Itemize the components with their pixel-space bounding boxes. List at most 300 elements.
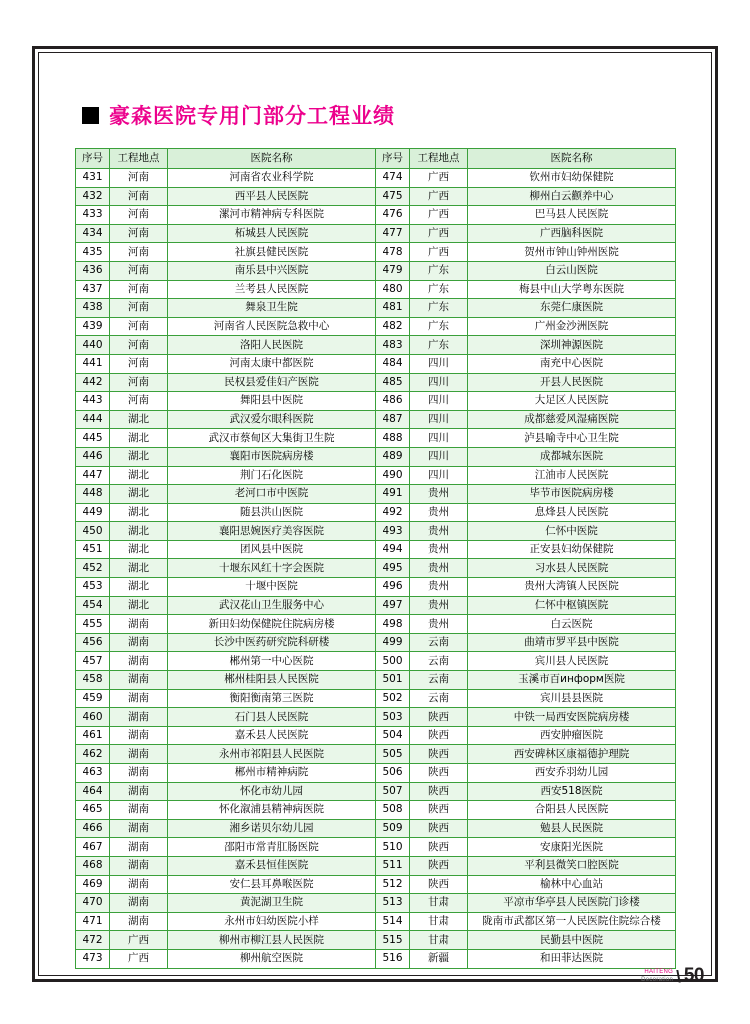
cell-location-left: 湖南 bbox=[110, 894, 168, 913]
cell-index-right: 499 bbox=[376, 633, 410, 652]
cell-location-left: 河南 bbox=[110, 261, 168, 280]
cell-location-left: 河南 bbox=[110, 373, 168, 392]
cell-hospital-right: 西安肿瘤医院 bbox=[468, 726, 676, 745]
cell-index-right: 483 bbox=[376, 336, 410, 355]
cell-location-right: 贵州 bbox=[410, 540, 468, 559]
cell-location-left: 湖北 bbox=[110, 466, 168, 485]
table-row bbox=[76, 354, 676, 373]
cell-hospital-left: 舞阳县中医院 bbox=[168, 392, 376, 411]
cell-hospital-right: 榆林中心血站 bbox=[468, 875, 676, 894]
cell-hospital-left: 河南省人民医院急救中心 bbox=[168, 317, 376, 336]
cell-hospital-right: 白云医院 bbox=[468, 615, 676, 634]
cell-index-left: 444 bbox=[76, 410, 110, 429]
cell-index-left: 436 bbox=[76, 261, 110, 280]
cell-hospital-right: 宾川县人民医院 bbox=[468, 652, 676, 671]
cell-index-right: 492 bbox=[376, 503, 410, 522]
cell-hospital-left: 郴州第一中心医院 bbox=[168, 652, 376, 671]
cell-location-left: 湖南 bbox=[110, 615, 168, 634]
cell-hospital-left: 嘉禾县恒佳医院 bbox=[168, 856, 376, 875]
cell-location-right: 贵州 bbox=[410, 596, 468, 615]
cell-index-left: 442 bbox=[76, 373, 110, 392]
cell-location-right: 陕西 bbox=[410, 726, 468, 745]
col-header-location-left: 工程地点 bbox=[110, 149, 168, 169]
cell-index-right: 513 bbox=[376, 894, 410, 913]
cell-index-left: 448 bbox=[76, 485, 110, 504]
table-row bbox=[76, 671, 676, 690]
cell-hospital-right: 习水县人民医院 bbox=[468, 559, 676, 578]
col-header-index-right: 序号 bbox=[376, 149, 410, 169]
table-row bbox=[76, 317, 676, 336]
cell-index-left: 443 bbox=[76, 392, 110, 411]
cell-hospital-left: 石门县人民医院 bbox=[168, 708, 376, 727]
table-row bbox=[76, 801, 676, 820]
col-header-index-left: 序号 bbox=[76, 149, 110, 169]
cell-location-left: 湖南 bbox=[110, 708, 168, 727]
table-row bbox=[76, 447, 676, 466]
cell-location-left: 河南 bbox=[110, 336, 168, 355]
cell-hospital-left: 社旗县健民医院 bbox=[168, 243, 376, 262]
cell-index-right: 509 bbox=[376, 819, 410, 838]
cell-hospital-right: 梅县中山大学粤东医院 bbox=[468, 280, 676, 299]
cell-location-right: 陕西 bbox=[410, 856, 468, 875]
cell-hospital-left: 襄阳思婉医疗美容医院 bbox=[168, 522, 376, 541]
cell-location-right: 广西 bbox=[410, 169, 468, 188]
cell-location-left: 湖北 bbox=[110, 559, 168, 578]
cell-index-right: 498 bbox=[376, 615, 410, 634]
cell-index-left: 458 bbox=[76, 671, 110, 690]
cell-location-left: 湖南 bbox=[110, 689, 168, 708]
cell-location-left: 河南 bbox=[110, 169, 168, 188]
table-row bbox=[76, 187, 676, 206]
cell-location-left: 湖北 bbox=[110, 410, 168, 429]
cell-index-right: 488 bbox=[376, 429, 410, 448]
cell-hospital-right: 宾川县县医院 bbox=[468, 689, 676, 708]
cell-location-left: 湖南 bbox=[110, 745, 168, 764]
table-row bbox=[76, 224, 676, 243]
cell-index-left: 461 bbox=[76, 726, 110, 745]
cell-hospital-right: 玉溪市百информ医院 bbox=[468, 671, 676, 690]
cell-hospital-right: 泸县喻寺中心卫生院 bbox=[468, 429, 676, 448]
page-footer bbox=[641, 965, 704, 986]
cell-index-left: 446 bbox=[76, 447, 110, 466]
footer-brand-line2: Decoration bbox=[641, 976, 674, 983]
cell-hospital-left: 黄泥湖卫生院 bbox=[168, 894, 376, 913]
cell-location-right: 四川 bbox=[410, 373, 468, 392]
table-row bbox=[76, 261, 676, 280]
cell-index-left: 456 bbox=[76, 633, 110, 652]
cell-hospital-left: 随县洪山医院 bbox=[168, 503, 376, 522]
cell-index-left: 437 bbox=[76, 280, 110, 299]
cell-index-right: 476 bbox=[376, 206, 410, 225]
table-header-row bbox=[76, 149, 676, 169]
cell-location-right: 四川 bbox=[410, 392, 468, 411]
table-row bbox=[76, 726, 676, 745]
cell-hospital-left: 邵阳市常青肛肠医院 bbox=[168, 838, 376, 857]
table-row bbox=[76, 206, 676, 225]
page-title: 豪森医院专用门部分工程业绩 bbox=[109, 104, 395, 128]
cell-location-left: 湖南 bbox=[110, 633, 168, 652]
table-row bbox=[76, 299, 676, 318]
cell-hospital-left: 兰考县人民医院 bbox=[168, 280, 376, 299]
cell-hospital-right: 息烽县人民医院 bbox=[468, 503, 676, 522]
cell-index-right: 511 bbox=[376, 856, 410, 875]
cell-hospital-left: 柘城县人民医院 bbox=[168, 224, 376, 243]
col-header-hospital-right: 医院名称 bbox=[468, 149, 676, 169]
cell-index-left: 431 bbox=[76, 169, 110, 188]
cell-hospital-left: 武汉市蔡甸区大集街卫生院 bbox=[168, 429, 376, 448]
cell-location-right: 贵州 bbox=[410, 503, 468, 522]
cell-hospital-left: 永州市祁阳县人民医院 bbox=[168, 745, 376, 764]
table-body bbox=[76, 169, 676, 969]
cell-index-left: 433 bbox=[76, 206, 110, 225]
cell-hospital-left: 嘉禾县人民医院 bbox=[168, 726, 376, 745]
cell-hospital-left: 武汉花山卫生服务中心 bbox=[168, 596, 376, 615]
performance-table-wrap bbox=[75, 148, 675, 969]
cell-index-right: 484 bbox=[376, 354, 410, 373]
cell-location-left: 河南 bbox=[110, 280, 168, 299]
cell-hospital-right: 南充中心医院 bbox=[468, 354, 676, 373]
cell-index-right: 491 bbox=[376, 485, 410, 504]
cell-location-left: 湖南 bbox=[110, 801, 168, 820]
cell-hospital-right: 巴马县人民医院 bbox=[468, 206, 676, 225]
table-row bbox=[76, 838, 676, 857]
table-row bbox=[76, 856, 676, 875]
cell-hospital-right: 平凉市华亭县人民医院门诊楼 bbox=[468, 894, 676, 913]
cell-location-left: 河南 bbox=[110, 206, 168, 225]
cell-location-right: 四川 bbox=[410, 466, 468, 485]
cell-location-right: 贵州 bbox=[410, 578, 468, 597]
cell-location-left: 湖南 bbox=[110, 856, 168, 875]
cell-location-right: 四川 bbox=[410, 429, 468, 448]
cell-hospital-left: 西平县人民医院 bbox=[168, 187, 376, 206]
cell-index-right: 490 bbox=[376, 466, 410, 485]
cell-index-left: 440 bbox=[76, 336, 110, 355]
cell-hospital-left: 永州市妇幼医院小样 bbox=[168, 912, 376, 931]
cell-location-right: 四川 bbox=[410, 410, 468, 429]
cell-location-right: 四川 bbox=[410, 354, 468, 373]
cell-index-left: 468 bbox=[76, 856, 110, 875]
cell-hospital-right: 仁怀中枢镇医院 bbox=[468, 596, 676, 615]
table-row bbox=[76, 633, 676, 652]
cell-location-right: 贵州 bbox=[410, 485, 468, 504]
table-row bbox=[76, 875, 676, 894]
cell-location-right: 云南 bbox=[410, 652, 468, 671]
cell-location-right: 四川 bbox=[410, 447, 468, 466]
cell-hospital-right: 西安518医院 bbox=[468, 782, 676, 801]
col-header-location-right: 工程地点 bbox=[410, 149, 468, 169]
cell-index-right: 497 bbox=[376, 596, 410, 615]
cell-hospital-right: 开县人民医院 bbox=[468, 373, 676, 392]
cell-location-left: 河南 bbox=[110, 317, 168, 336]
cell-location-right: 陕西 bbox=[410, 764, 468, 783]
table-row bbox=[76, 912, 676, 931]
cell-location-left: 湖南 bbox=[110, 764, 168, 783]
page-number: 50 bbox=[683, 965, 704, 986]
cell-index-left: 471 bbox=[76, 912, 110, 931]
table-row bbox=[76, 578, 676, 597]
title-bullet-icon bbox=[82, 107, 99, 124]
cell-location-left: 湖南 bbox=[110, 782, 168, 801]
table-row bbox=[76, 596, 676, 615]
cell-hospital-right: 广西脑科医院 bbox=[468, 224, 676, 243]
cell-hospital-left: 柳州市柳江县人民医院 bbox=[168, 931, 376, 950]
cell-index-left: 445 bbox=[76, 429, 110, 448]
table-header bbox=[76, 149, 676, 169]
cell-hospital-right: 贺州市钟山钟州医院 bbox=[468, 243, 676, 262]
cell-index-left: 455 bbox=[76, 615, 110, 634]
cell-hospital-left: 河南省农业科学院 bbox=[168, 169, 376, 188]
table-row bbox=[76, 169, 676, 188]
cell-index-right: 480 bbox=[376, 280, 410, 299]
cell-location-right: 广东 bbox=[410, 280, 468, 299]
cell-index-right: 500 bbox=[376, 652, 410, 671]
cell-index-right: 474 bbox=[376, 169, 410, 188]
cell-index-left: 451 bbox=[76, 540, 110, 559]
cell-location-right: 广东 bbox=[410, 317, 468, 336]
table-row bbox=[76, 745, 676, 764]
cell-location-right: 广东 bbox=[410, 299, 468, 318]
cell-index-right: 503 bbox=[376, 708, 410, 727]
cell-index-right: 506 bbox=[376, 764, 410, 783]
table-row bbox=[76, 689, 676, 708]
cell-index-right: 510 bbox=[376, 838, 410, 857]
cell-hospital-right: 江油市人民医院 bbox=[468, 466, 676, 485]
table-row bbox=[76, 615, 676, 634]
cell-index-right: 515 bbox=[376, 931, 410, 950]
cell-hospital-left: 郴州桂阳县人民医院 bbox=[168, 671, 376, 690]
cell-hospital-right: 钦州市妇幼保健院 bbox=[468, 169, 676, 188]
cell-hospital-right: 成都慈爱风湿痛医院 bbox=[468, 410, 676, 429]
cell-location-right: 广西 bbox=[410, 243, 468, 262]
cell-location-right: 云南 bbox=[410, 689, 468, 708]
cell-index-left: 462 bbox=[76, 745, 110, 764]
cell-location-right: 甘肃 bbox=[410, 894, 468, 913]
cell-index-right: 477 bbox=[376, 224, 410, 243]
cell-location-left: 河南 bbox=[110, 224, 168, 243]
cell-hospital-right: 柳州白云颧养中心 bbox=[468, 187, 676, 206]
cell-location-right: 陕西 bbox=[410, 875, 468, 894]
cell-index-left: 472 bbox=[76, 931, 110, 950]
cell-index-right: 496 bbox=[376, 578, 410, 597]
cell-location-left: 湖北 bbox=[110, 522, 168, 541]
cell-location-left: 湖南 bbox=[110, 652, 168, 671]
cell-hospital-right: 正安县妇幼保健院 bbox=[468, 540, 676, 559]
cell-location-right: 陕西 bbox=[410, 838, 468, 857]
cell-index-left: 450 bbox=[76, 522, 110, 541]
cell-location-left: 湖南 bbox=[110, 726, 168, 745]
cell-index-right: 494 bbox=[376, 540, 410, 559]
cell-hospital-right: 勉县人民医院 bbox=[468, 819, 676, 838]
cell-location-left: 湖北 bbox=[110, 429, 168, 448]
table-row bbox=[76, 540, 676, 559]
cell-hospital-right: 深圳神源医院 bbox=[468, 336, 676, 355]
cell-hospital-left: 河南太康中都医院 bbox=[168, 354, 376, 373]
table-row bbox=[76, 782, 676, 801]
table-row bbox=[76, 485, 676, 504]
cell-hospital-left: 衡阳衡南第三医院 bbox=[168, 689, 376, 708]
table-row bbox=[76, 466, 676, 485]
cell-index-left: 439 bbox=[76, 317, 110, 336]
cell-location-left: 湖北 bbox=[110, 447, 168, 466]
cell-location-left: 湖北 bbox=[110, 503, 168, 522]
cell-hospital-right: 成都城东医院 bbox=[468, 447, 676, 466]
cell-hospital-left: 怀化溆浦县精神病医院 bbox=[168, 801, 376, 820]
cell-location-left: 广西 bbox=[110, 949, 168, 968]
cell-index-left: 449 bbox=[76, 503, 110, 522]
cell-index-right: 505 bbox=[376, 745, 410, 764]
cell-hospital-right: 大足区人民医院 bbox=[468, 392, 676, 411]
cell-index-left: 447 bbox=[76, 466, 110, 485]
table-row bbox=[76, 373, 676, 392]
cell-index-right: 489 bbox=[376, 447, 410, 466]
cell-location-right: 广西 bbox=[410, 224, 468, 243]
cell-hospital-right: 平利县微笑口腔医院 bbox=[468, 856, 676, 875]
cell-location-left: 河南 bbox=[110, 392, 168, 411]
cell-index-right: 508 bbox=[376, 801, 410, 820]
cell-hospital-left: 湘乡诺贝尔幼儿园 bbox=[168, 819, 376, 838]
cell-hospital-left: 南乐县中兴医院 bbox=[168, 261, 376, 280]
cell-index-left: 466 bbox=[76, 819, 110, 838]
footer-brand-line1: HAITENG bbox=[644, 969, 674, 975]
cell-location-right: 陕西 bbox=[410, 782, 468, 801]
col-header-hospital-left: 医院名称 bbox=[168, 149, 376, 169]
table-row bbox=[76, 392, 676, 411]
cell-index-left: 438 bbox=[76, 299, 110, 318]
cell-index-right: 475 bbox=[376, 187, 410, 206]
table-row bbox=[76, 280, 676, 299]
cell-hospital-right: 广州金沙洲医院 bbox=[468, 317, 676, 336]
cell-index-right: 479 bbox=[376, 261, 410, 280]
cell-hospital-right: 民勤县中医院 bbox=[468, 931, 676, 950]
cell-location-left: 河南 bbox=[110, 187, 168, 206]
cell-index-right: 481 bbox=[376, 299, 410, 318]
cell-location-left: 湖北 bbox=[110, 540, 168, 559]
table-row bbox=[76, 336, 676, 355]
cell-index-right: 514 bbox=[376, 912, 410, 931]
cell-location-left: 河南 bbox=[110, 354, 168, 373]
table-row bbox=[76, 708, 676, 727]
cell-hospital-left: 新田妇幼保健院住院病房楼 bbox=[168, 615, 376, 634]
cell-location-right: 云南 bbox=[410, 633, 468, 652]
cell-location-left: 湖南 bbox=[110, 838, 168, 857]
cell-hospital-left: 安仁县耳鼻喉医院 bbox=[168, 875, 376, 894]
cell-location-left: 湖南 bbox=[110, 875, 168, 894]
footer-slash: \ bbox=[676, 967, 681, 986]
cell-index-left: 453 bbox=[76, 578, 110, 597]
cell-hospital-left: 洛阳人民医院 bbox=[168, 336, 376, 355]
cell-index-left: 470 bbox=[76, 894, 110, 913]
cell-location-right: 广东 bbox=[410, 336, 468, 355]
cell-location-right: 广东 bbox=[410, 261, 468, 280]
cell-index-right: 478 bbox=[376, 243, 410, 262]
table-row bbox=[76, 819, 676, 838]
cell-location-left: 河南 bbox=[110, 299, 168, 318]
cell-index-left: 459 bbox=[76, 689, 110, 708]
cell-index-left: 469 bbox=[76, 875, 110, 894]
cell-location-left: 湖南 bbox=[110, 912, 168, 931]
cell-hospital-left: 民权县爱佳妇产医院 bbox=[168, 373, 376, 392]
cell-location-right: 新疆 bbox=[410, 949, 468, 968]
cell-location-left: 湖北 bbox=[110, 578, 168, 597]
cell-index-left: 460 bbox=[76, 708, 110, 727]
cell-hospital-right: 陇南市武都区第一人民医院住院综合楼 bbox=[468, 912, 676, 931]
cell-index-right: 516 bbox=[376, 949, 410, 968]
cell-index-left: 441 bbox=[76, 354, 110, 373]
cell-hospital-left: 襄阳市医院病房楼 bbox=[168, 447, 376, 466]
cell-location-left: 河南 bbox=[110, 243, 168, 262]
cell-location-right: 贵州 bbox=[410, 615, 468, 634]
cell-index-right: 482 bbox=[376, 317, 410, 336]
cell-index-right: 504 bbox=[376, 726, 410, 745]
cell-index-right: 487 bbox=[376, 410, 410, 429]
table-row bbox=[76, 429, 676, 448]
cell-hospital-left: 漯河市精神病专科医院 bbox=[168, 206, 376, 225]
cell-hospital-left: 长沙中医药研究院科研楼 bbox=[168, 633, 376, 652]
cell-hospital-left: 柳州航空医院 bbox=[168, 949, 376, 968]
cell-hospital-left: 十堰东风红十字会医院 bbox=[168, 559, 376, 578]
cell-hospital-right: 安康阳光医院 bbox=[468, 838, 676, 857]
cell-hospital-left: 怀化市幼儿园 bbox=[168, 782, 376, 801]
cell-index-right: 502 bbox=[376, 689, 410, 708]
cell-index-right: 507 bbox=[376, 782, 410, 801]
cell-index-left: 434 bbox=[76, 224, 110, 243]
cell-index-left: 454 bbox=[76, 596, 110, 615]
cell-index-right: 495 bbox=[376, 559, 410, 578]
table-row bbox=[76, 503, 676, 522]
cell-location-right: 甘肃 bbox=[410, 912, 468, 931]
page-title-row bbox=[82, 100, 395, 130]
cell-hospital-left: 郴州市精神病院 bbox=[168, 764, 376, 783]
cell-hospital-right: 贵州大湾镇人民医院 bbox=[468, 578, 676, 597]
cell-hospital-right: 合阳县人民医院 bbox=[468, 801, 676, 820]
cell-location-right: 陕西 bbox=[410, 745, 468, 764]
cell-index-left: 473 bbox=[76, 949, 110, 968]
cell-index-right: 486 bbox=[376, 392, 410, 411]
cell-location-left: 湖北 bbox=[110, 485, 168, 504]
cell-location-right: 云南 bbox=[410, 671, 468, 690]
cell-index-right: 485 bbox=[376, 373, 410, 392]
cell-location-right: 贵州 bbox=[410, 522, 468, 541]
cell-location-right: 广西 bbox=[410, 187, 468, 206]
cell-hospital-left: 十堰中医院 bbox=[168, 578, 376, 597]
cell-hospital-right: 仁怀中医院 bbox=[468, 522, 676, 541]
cell-index-left: 452 bbox=[76, 559, 110, 578]
cell-index-left: 432 bbox=[76, 187, 110, 206]
cell-hospital-left: 舞泉卫生院 bbox=[168, 299, 376, 318]
cell-location-right: 陕西 bbox=[410, 801, 468, 820]
cell-index-left: 467 bbox=[76, 838, 110, 857]
cell-location-left: 湖南 bbox=[110, 819, 168, 838]
cell-location-right: 贵州 bbox=[410, 559, 468, 578]
cell-index-left: 465 bbox=[76, 801, 110, 820]
cell-hospital-right: 中铁一局西安医院病房楼 bbox=[468, 708, 676, 727]
cell-index-right: 512 bbox=[376, 875, 410, 894]
cell-hospital-left: 荆门石化医院 bbox=[168, 466, 376, 485]
cell-hospital-right: 东莞仁康医院 bbox=[468, 299, 676, 318]
cell-index-left: 457 bbox=[76, 652, 110, 671]
table-row bbox=[76, 949, 676, 968]
cell-index-right: 501 bbox=[376, 671, 410, 690]
cell-location-left: 湖南 bbox=[110, 671, 168, 690]
table-row bbox=[76, 243, 676, 262]
cell-index-right: 493 bbox=[376, 522, 410, 541]
table-row bbox=[76, 559, 676, 578]
cell-hospital-right: 白云山医院 bbox=[468, 261, 676, 280]
cell-hospital-left: 团风县中医院 bbox=[168, 540, 376, 559]
cell-location-right: 陕西 bbox=[410, 708, 468, 727]
cell-location-right: 陕西 bbox=[410, 819, 468, 838]
cell-location-right: 广西 bbox=[410, 206, 468, 225]
